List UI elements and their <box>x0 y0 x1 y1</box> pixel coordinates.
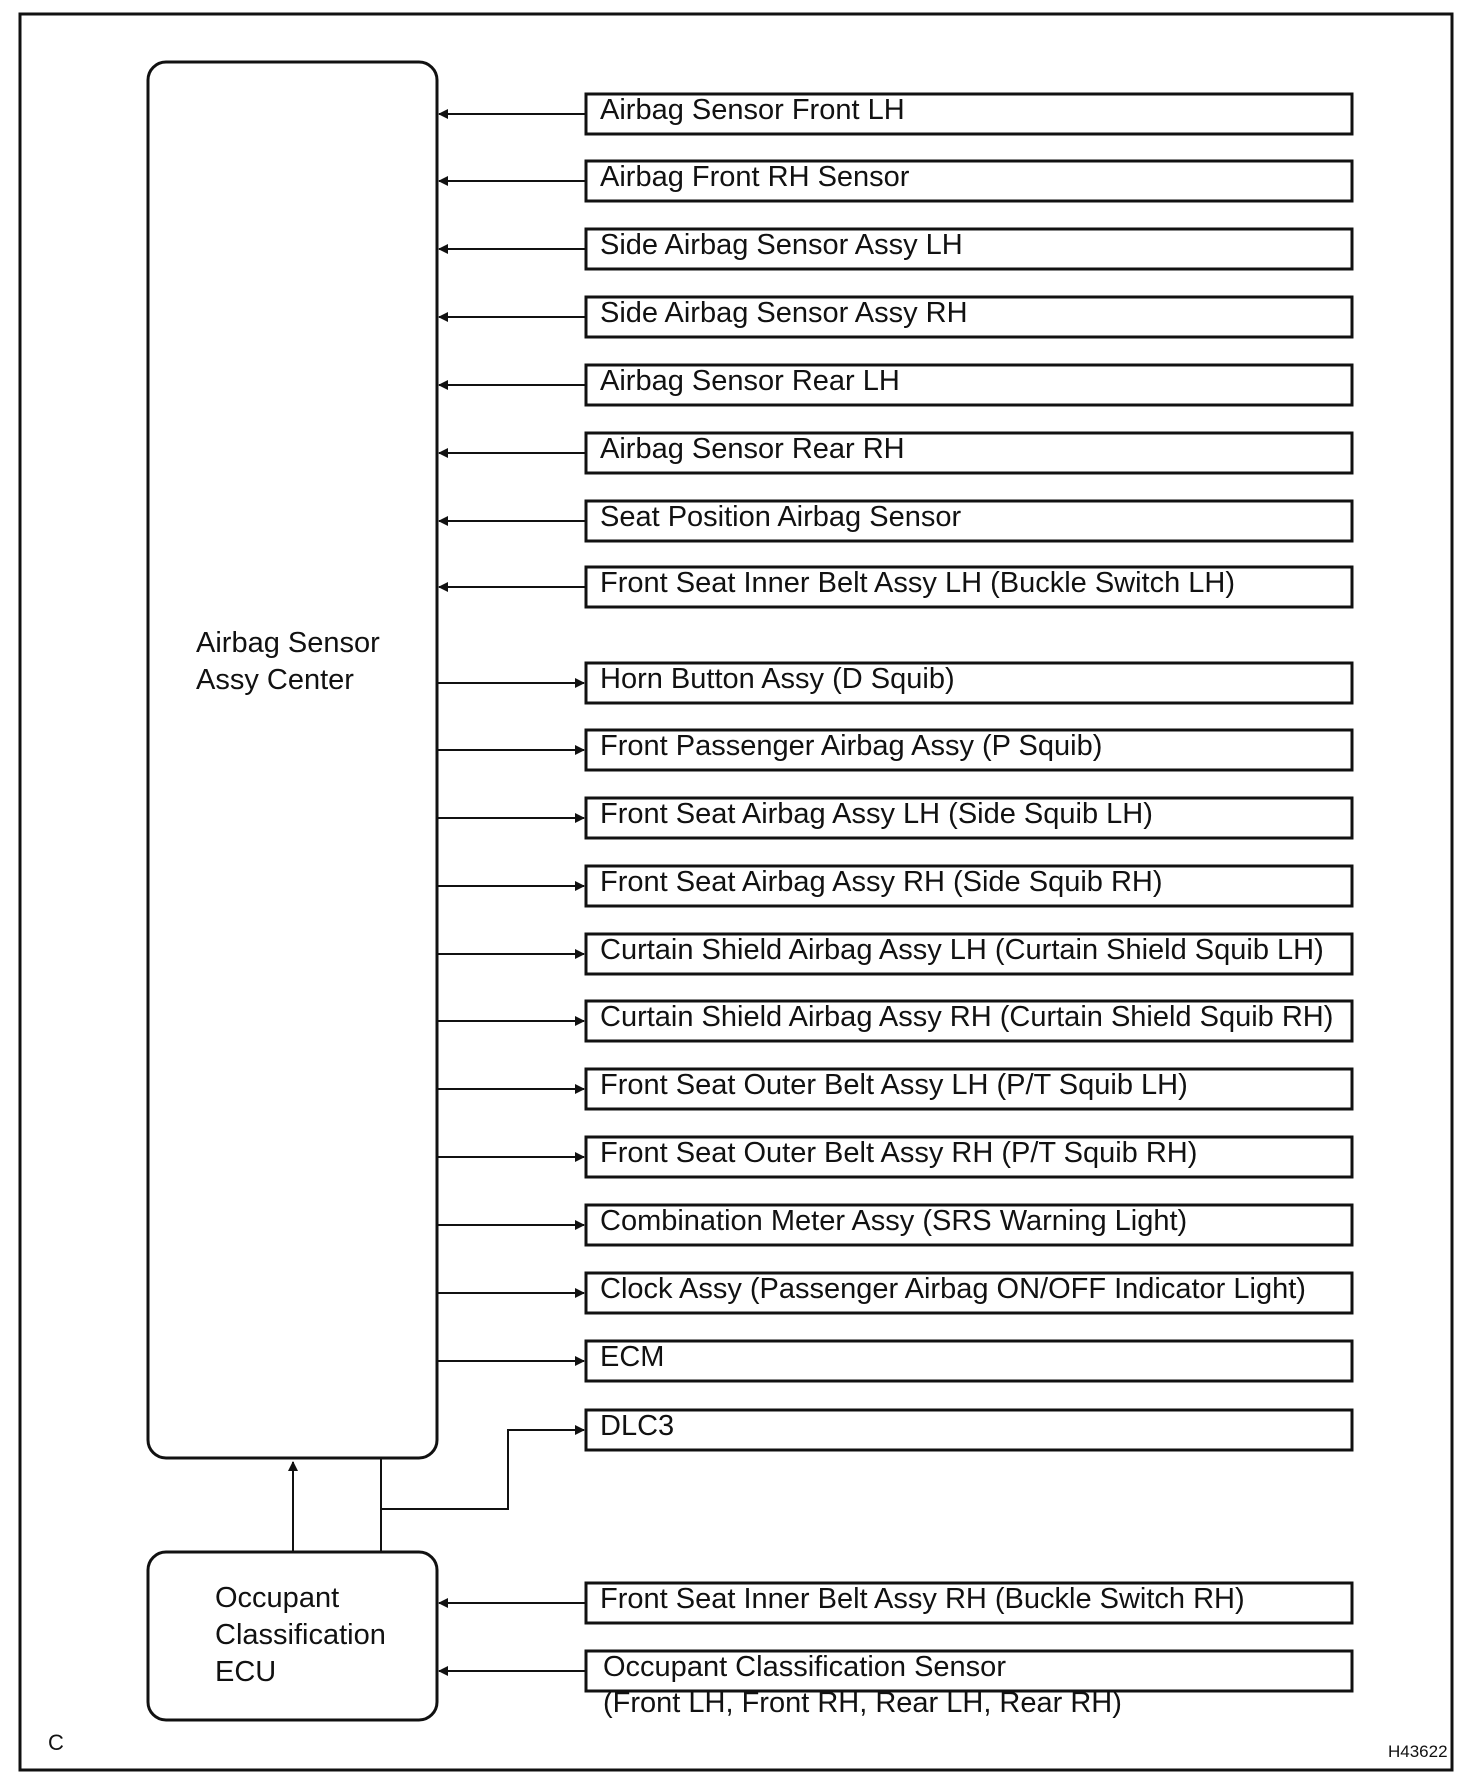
input-label: Airbag Sensor Rear RH <box>600 433 905 465</box>
input-label: Airbag Front RH Sensor <box>600 161 910 193</box>
ecu-input-label-line2: (Front LH, Front RH, Rear LH, Rear RH) <box>603 1687 1122 1719</box>
ecu-block-label-line1: Occupant <box>215 1582 340 1614</box>
center-block-label <box>196 625 380 699</box>
output-label: Front Passenger Airbag Assy (P Squib) <box>600 730 1103 762</box>
center-block-label-line2: Assy Center <box>196 664 354 696</box>
output-label: Curtain Shield Airbag Assy RH (Curtain Shield Squib RH) <box>600 1001 1334 1033</box>
dlc3-box <box>586 1410 1352 1450</box>
output-label: ECM <box>600 1341 665 1373</box>
output-label: Combination Meter Assy (SRS Warning Light) <box>600 1205 1188 1237</box>
ecu-block-label-line3: ECU <box>215 1656 277 1688</box>
corner-letter: C <box>48 1730 64 1755</box>
input-label: Front Seat Inner Belt Assy LH (Buckle Switch LH) <box>600 567 1236 599</box>
ecu-block-label-line2: Classification <box>215 1619 386 1651</box>
output-box <box>586 1341 1352 1381</box>
dlc3-connector <box>381 1430 584 1552</box>
input-label: Seat Position Airbag Sensor <box>600 501 962 533</box>
ecu-input-label: Occupant Classification Sensor <box>603 1651 1006 1683</box>
ecu-input-label: Front Seat Inner Belt Assy RH (Buckle Switch RH) <box>600 1583 1245 1615</box>
output-label: Front Seat Airbag Assy RH (Side Squib RH) <box>600 866 1163 898</box>
input-label: Side Airbag Sensor Assy RH <box>600 297 968 329</box>
output-label: Front Seat Outer Belt Assy LH (P/T Squib LH) <box>600 1069 1188 1101</box>
figure-code: H43622 <box>1388 1742 1448 1761</box>
output-label: Curtain Shield Airbag Assy LH (Curtain Shield Squib LH) <box>600 934 1324 966</box>
center-block-label-line1: Airbag Sensor <box>196 627 380 659</box>
dlc3-label: DLC3 <box>600 1410 675 1442</box>
output-label: Front Seat Airbag Assy LH (Side Squib LH) <box>600 798 1153 830</box>
output-label: Horn Button Assy (D Squib) <box>600 663 955 695</box>
ecu-block-label <box>215 1580 386 1691</box>
output-label: Front Seat Outer Belt Assy RH (P/T Squib RH) <box>600 1137 1198 1169</box>
output-label: Clock Assy (Passenger Airbag ON/OFF Indicator Light) <box>600 1273 1306 1305</box>
center-block <box>148 62 437 1458</box>
input-label: Side Airbag Sensor Assy LH <box>600 229 963 261</box>
input-label: Airbag Sensor Front LH <box>600 94 905 126</box>
input-label: Airbag Sensor Rear LH <box>600 365 900 397</box>
